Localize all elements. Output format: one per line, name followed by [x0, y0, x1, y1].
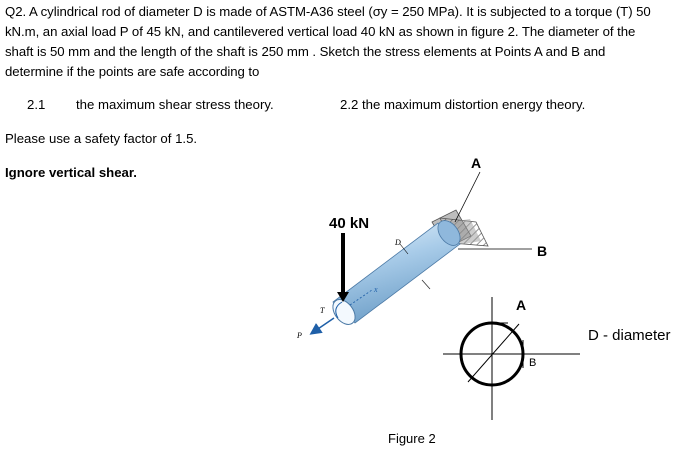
load-label: 40 kN [329, 215, 370, 232]
section-b-label: B [529, 357, 537, 369]
problem-line-1: Q2. A cylindrical rod of diameter D is made of ASTM-A36 steel (σy = 250 MPa). It is subjected to a torque (T) 50 [5, 4, 651, 19]
option-2-text: 2.2 the maximum distortion energy theory. [340, 97, 586, 112]
figure-caption: Figure 2 [388, 431, 436, 446]
point-a-leader [455, 172, 480, 222]
ignore-shear-note: Ignore vertical shear. [5, 165, 137, 180]
diameter-label: D - diameter [588, 327, 671, 344]
shaft [328, 216, 464, 328]
axis-x-label: x [374, 285, 378, 294]
option-1-text: the maximum shear stress theory. [76, 97, 274, 112]
torque-label: T [320, 306, 325, 315]
option-1-number: 2.1 [27, 97, 46, 112]
axial-load-arrow [312, 318, 334, 333]
safety-factor-note: Please use a safety factor of 1.5. [5, 131, 198, 146]
point-b-label: B [537, 243, 548, 259]
cross-section [443, 297, 580, 420]
problem-line-4: determine if the points are safe according to [5, 64, 260, 79]
problem-line-2: kN.m, an axial load P of 45 kN, and cantilevered vertical load 40 kN as shown in figure 2. The diameter of the [5, 24, 636, 39]
point-a-label: A [471, 155, 482, 171]
shaft-d-label: D [395, 238, 401, 247]
section-a-label: A [516, 297, 527, 313]
axial-p-label: P [297, 331, 302, 340]
problem-line-3: shaft is 50 mm and the length of the shaft is 250 mm . Sketch the stress elements at Points A and B and [5, 44, 606, 59]
